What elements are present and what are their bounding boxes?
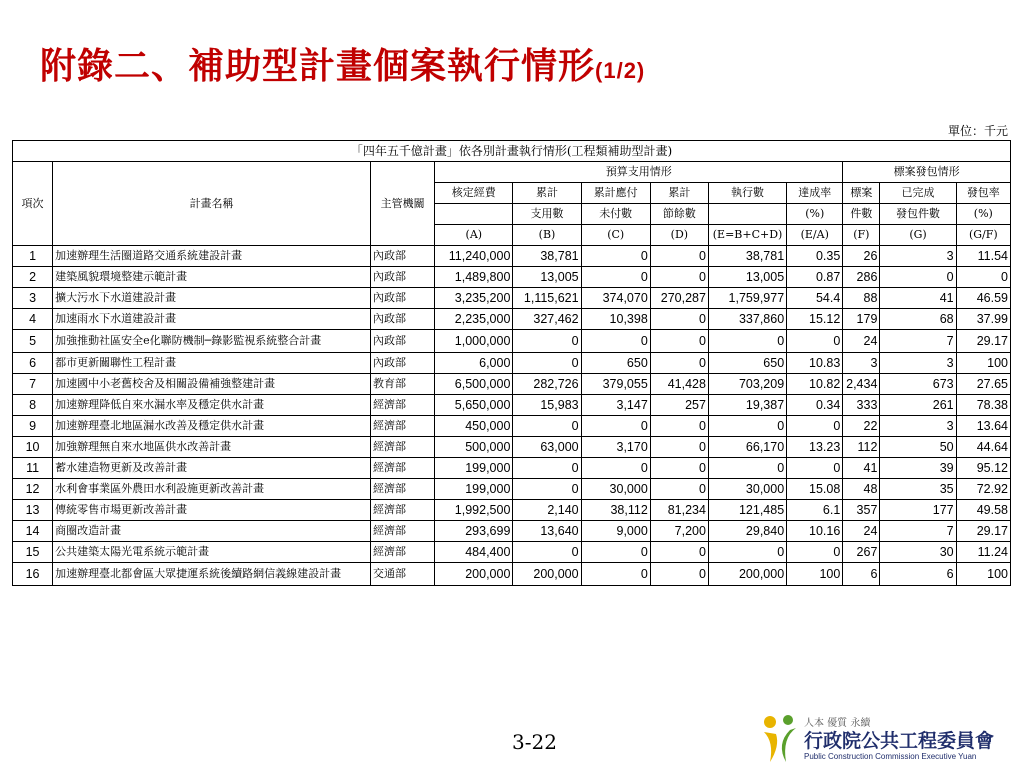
- row-plan-name: 加速辦理降低自來水漏水率及穩定供水計畫: [53, 395, 371, 416]
- row-value-e: 29,840: [708, 521, 786, 542]
- header-approved-3: (A): [435, 225, 513, 246]
- row-index: 5: [13, 330, 53, 353]
- row-value-b: 0: [513, 330, 581, 353]
- row-plan-name: 加強推動社區安全e化聯防機制─錄影監視系統整合計畫: [53, 330, 371, 353]
- row-value-c: 3,147: [581, 395, 650, 416]
- row-value-rate: 54.4: [787, 288, 843, 309]
- row-value-b: 282,726: [513, 374, 581, 395]
- row-value-f: 357: [843, 500, 880, 521]
- row-value-f: 333: [843, 395, 880, 416]
- row-value-a: 450,000: [435, 416, 513, 437]
- row-value-g: 7: [880, 330, 956, 353]
- row-value-e: 650: [708, 353, 786, 374]
- row-value-gf: 49.58: [956, 500, 1010, 521]
- row-agency: 經濟部: [371, 500, 435, 521]
- row-index: 2: [13, 267, 53, 288]
- table-row: [13, 521, 1011, 542]
- row-index: 10: [13, 437, 53, 458]
- row-value-gf: 46.59: [956, 288, 1010, 309]
- row-plan-name: 公共建築太陽光電系統示範計畫: [53, 542, 371, 563]
- row-value-c: 0: [581, 416, 650, 437]
- row-index: 16: [13, 563, 53, 586]
- header-payable-2: 未付數: [581, 204, 650, 225]
- row-plan-name: 建築風貌環境整建示範計畫: [53, 267, 371, 288]
- row-value-c: 0: [581, 330, 650, 353]
- row-value-rate: 6.1: [787, 500, 843, 521]
- row-value-c: 0: [581, 267, 650, 288]
- row-index: 1: [13, 246, 53, 267]
- row-value-a: 293,699: [435, 521, 513, 542]
- header-surplus-2: 節餘數: [650, 204, 708, 225]
- row-plan-name: 加速辦理臺北地區漏水改善及穩定供水計畫: [53, 416, 371, 437]
- row-value-f: 179: [843, 309, 880, 330]
- row-value-rate: 15.12: [787, 309, 843, 330]
- row-value-a: 200,000: [435, 563, 513, 586]
- header-approved-1: 核定經費: [435, 183, 513, 204]
- row-value-a: 6,000: [435, 353, 513, 374]
- table-row: [13, 479, 1011, 500]
- row-value-g: 3: [880, 416, 956, 437]
- table-row: [13, 500, 1011, 521]
- row-value-f: 22: [843, 416, 880, 437]
- row-agency: 教育部: [371, 374, 435, 395]
- row-index: 15: [13, 542, 53, 563]
- row-value-e: 1,759,977: [708, 288, 786, 309]
- row-value-gf: 11.24: [956, 542, 1010, 563]
- row-value-g: 0: [880, 267, 956, 288]
- row-value-b: 0: [513, 416, 581, 437]
- row-value-c: 0: [581, 563, 650, 586]
- row-value-f: 286: [843, 267, 880, 288]
- unit-label: 單位：千元: [947, 124, 1008, 138]
- row-value-b: 0: [513, 479, 581, 500]
- logo-name: 行政院公共工程委員會: [804, 730, 995, 752]
- row-value-g: 3: [880, 246, 956, 267]
- row-value-d: 0: [650, 267, 708, 288]
- header-executed-2: [708, 204, 786, 225]
- row-index: 14: [13, 521, 53, 542]
- table-row: [13, 330, 1011, 353]
- row-value-b: 38,781: [513, 246, 581, 267]
- row-value-e: 66,170: [708, 437, 786, 458]
- pcc-emblem-icon: [760, 712, 800, 764]
- row-value-b: 15,983: [513, 395, 581, 416]
- row-value-g: 6: [880, 563, 956, 586]
- execution-table: [12, 140, 1011, 586]
- logo-english: Public Construction Commission Executive Yuan: [804, 752, 977, 761]
- table-row: [13, 437, 1011, 458]
- row-index: 11: [13, 458, 53, 479]
- row-value-d: 0: [650, 416, 708, 437]
- row-index: 4: [13, 309, 53, 330]
- row-value-e: 0: [708, 458, 786, 479]
- header-idx: 項次: [13, 162, 53, 246]
- row-value-b: 0: [513, 353, 581, 374]
- row-plan-name: 商圈改造計畫: [53, 521, 371, 542]
- row-value-b: 0: [513, 458, 581, 479]
- row-agency: 經濟部: [371, 437, 435, 458]
- row-agency: 內政部: [371, 267, 435, 288]
- header-agency: 主管機關: [371, 162, 435, 246]
- row-value-rate: 0.87: [787, 267, 843, 288]
- row-value-c: 10,398: [581, 309, 650, 330]
- row-value-d: 0: [650, 330, 708, 353]
- row-index: 8: [13, 395, 53, 416]
- row-value-b: 13,005: [513, 267, 581, 288]
- header-name: 計畫名稱: [53, 162, 371, 246]
- row-value-c: 379,055: [581, 374, 650, 395]
- row-agency: 經濟部: [371, 542, 435, 563]
- row-value-e: 0: [708, 416, 786, 437]
- row-value-d: 0: [650, 542, 708, 563]
- row-value-rate: 0: [787, 458, 843, 479]
- row-value-a: 6,500,000: [435, 374, 513, 395]
- row-value-rate: 13.23: [787, 437, 843, 458]
- row-value-d: 41,428: [650, 374, 708, 395]
- row-value-d: 0: [650, 437, 708, 458]
- row-value-e: 19,387: [708, 395, 786, 416]
- table-caption-row: [13, 141, 1011, 162]
- row-plan-name: 蓄水建造物更新及改善計畫: [53, 458, 371, 479]
- row-value-gf: 78.38: [956, 395, 1010, 416]
- row-value-c: 0: [581, 246, 650, 267]
- row-value-rate: 15.08: [787, 479, 843, 500]
- row-index: 3: [13, 288, 53, 309]
- row-agency: 經濟部: [371, 395, 435, 416]
- row-plan-name: 水利會事業區外農田水利設施更新改善計畫: [53, 479, 371, 500]
- row-value-c: 0: [581, 458, 650, 479]
- row-agency: 經濟部: [371, 479, 435, 500]
- row-value-d: 0: [650, 479, 708, 500]
- header-bid-group: 標案發包情形: [843, 162, 1011, 183]
- row-value-e: 0: [708, 330, 786, 353]
- header-spent-2: 支用數: [513, 204, 581, 225]
- header-executed-1: 執行數: [708, 183, 786, 204]
- row-value-gf: 37.99: [956, 309, 1010, 330]
- row-value-rate: 10.16: [787, 521, 843, 542]
- row-value-gf: 72.92: [956, 479, 1010, 500]
- header-bidrate-2: (%): [956, 204, 1010, 225]
- row-value-b: 200,000: [513, 563, 581, 586]
- row-value-gf: 29.17: [956, 521, 1010, 542]
- pcc-logo: [760, 712, 1020, 766]
- row-value-gf: 44.64: [956, 437, 1010, 458]
- row-value-a: 1,489,800: [435, 267, 513, 288]
- row-value-c: 3,170: [581, 437, 650, 458]
- row-value-g: 50: [880, 437, 956, 458]
- header-done-1: 已完成: [880, 183, 956, 204]
- row-value-f: 26: [843, 246, 880, 267]
- row-plan-name: 都市更新關聯性工程計畫: [53, 353, 371, 374]
- header-spent-3: (B): [513, 225, 581, 246]
- row-value-d: 0: [650, 309, 708, 330]
- table-row: [13, 267, 1011, 288]
- row-value-a: 500,000: [435, 437, 513, 458]
- header-bids-3: (F): [843, 225, 880, 246]
- row-value-e: 200,000: [708, 563, 786, 586]
- header-bidrate-1: 發包率: [956, 183, 1010, 204]
- header-bidrate-3: (G/F): [956, 225, 1010, 246]
- row-value-gf: 29.17: [956, 330, 1010, 353]
- row-agency: 經濟部: [371, 416, 435, 437]
- row-index: 7: [13, 374, 53, 395]
- row-index: 6: [13, 353, 53, 374]
- row-value-d: 257: [650, 395, 708, 416]
- header-done-3: (G): [880, 225, 956, 246]
- row-value-rate: 10.83: [787, 353, 843, 374]
- table-row: [13, 542, 1011, 563]
- row-plan-name: 加速雨水下水道建設計畫: [53, 309, 371, 330]
- row-value-f: 267: [843, 542, 880, 563]
- row-value-g: 39: [880, 458, 956, 479]
- row-plan-name: 加強辦理無自來水地區供水改善計畫: [53, 437, 371, 458]
- row-agency: 經濟部: [371, 458, 435, 479]
- row-agency: 內政部: [371, 330, 435, 353]
- row-value-g: 35: [880, 479, 956, 500]
- row-plan-name: 加速辦理生活圈道路交通系統建設計畫: [53, 246, 371, 267]
- row-value-f: 24: [843, 521, 880, 542]
- row-value-f: 6: [843, 563, 880, 586]
- row-value-g: 3: [880, 353, 956, 374]
- row-value-c: 0: [581, 542, 650, 563]
- row-value-f: 88: [843, 288, 880, 309]
- row-agency: 內政部: [371, 309, 435, 330]
- table-caption: 「四年五千億計畫」依各別計畫執行情形(工程類補助型計畫): [13, 141, 1011, 162]
- row-value-c: 38,112: [581, 500, 650, 521]
- row-value-f: 24: [843, 330, 880, 353]
- row-value-a: 2,235,000: [435, 309, 513, 330]
- row-value-g: 177: [880, 500, 956, 521]
- table-row: [13, 374, 1011, 395]
- page-number: 3-22: [512, 730, 557, 754]
- row-value-a: 1,992,500: [435, 500, 513, 521]
- row-plan-name: 加速國中小老舊校舍及相關設備補強整建計畫: [53, 374, 371, 395]
- row-agency: 經濟部: [371, 521, 435, 542]
- row-value-c: 30,000: [581, 479, 650, 500]
- row-value-g: 673: [880, 374, 956, 395]
- row-value-d: 0: [650, 353, 708, 374]
- row-agency: 內政部: [371, 288, 435, 309]
- row-value-e: 38,781: [708, 246, 786, 267]
- row-value-d: 7,200: [650, 521, 708, 542]
- row-value-d: 81,234: [650, 500, 708, 521]
- row-value-b: 327,462: [513, 309, 581, 330]
- row-value-a: 1,000,000: [435, 330, 513, 353]
- row-value-f: 41: [843, 458, 880, 479]
- table-row: [13, 563, 1011, 586]
- header-executed-3: (E=B+C+D): [708, 225, 786, 246]
- title-suffix: (1/2): [595, 58, 646, 83]
- row-value-e: 30,000: [708, 479, 786, 500]
- header-rate-2: (%): [787, 204, 843, 225]
- row-agency: 內政部: [371, 246, 435, 267]
- row-index: 13: [13, 500, 53, 521]
- row-value-d: 0: [650, 563, 708, 586]
- header-approved-2: [435, 204, 513, 225]
- row-value-rate: 10.82: [787, 374, 843, 395]
- row-value-rate: 0: [787, 542, 843, 563]
- row-value-rate: 0: [787, 416, 843, 437]
- table-row: [13, 309, 1011, 330]
- row-plan-name: 擴大污水下水道建設計畫: [53, 288, 371, 309]
- header-payable-3: (C): [581, 225, 650, 246]
- table-row: [13, 246, 1011, 267]
- table-row: [13, 395, 1011, 416]
- row-value-b: 13,640: [513, 521, 581, 542]
- header-budget-group: 預算支用情形: [435, 162, 843, 183]
- row-value-c: 9,000: [581, 521, 650, 542]
- header-group-row: [13, 162, 1011, 183]
- row-value-g: 261: [880, 395, 956, 416]
- row-value-gf: 13.64: [956, 416, 1010, 437]
- row-value-f: 2,434: [843, 374, 880, 395]
- row-index: 12: [13, 479, 53, 500]
- row-value-d: 0: [650, 246, 708, 267]
- row-value-rate: 0.35: [787, 246, 843, 267]
- header-payable-1: 累計應付: [581, 183, 650, 204]
- table-row: [13, 458, 1011, 479]
- row-value-f: 112: [843, 437, 880, 458]
- row-value-a: 11,240,000: [435, 246, 513, 267]
- row-plan-name: 傳統零售市場更新改善計畫: [53, 500, 371, 521]
- row-value-gf: 0: [956, 267, 1010, 288]
- header-surplus-3: (D): [650, 225, 708, 246]
- row-value-d: 0: [650, 458, 708, 479]
- row-value-e: 337,860: [708, 309, 786, 330]
- row-value-e: 121,485: [708, 500, 786, 521]
- row-value-b: 2,140: [513, 500, 581, 521]
- header-rate-3: (E/A): [787, 225, 843, 246]
- row-value-rate: 0: [787, 330, 843, 353]
- header-surplus-1: 累計: [650, 183, 708, 204]
- row-value-c: 374,070: [581, 288, 650, 309]
- title-main: 附錄二、補助型計畫個案執行情形: [40, 45, 596, 87]
- row-value-gf: 100: [956, 353, 1010, 374]
- header-bids-1: 標案: [843, 183, 880, 204]
- row-value-gf: 100: [956, 563, 1010, 586]
- table-row: [13, 353, 1011, 374]
- header-rate-1: 達成率: [787, 183, 843, 204]
- header-spent-1: 累計: [513, 183, 581, 204]
- row-value-g: 30: [880, 542, 956, 563]
- row-value-rate: 0.34: [787, 395, 843, 416]
- logo-slogan: 人本 優質 永續: [804, 718, 871, 729]
- table-row: [13, 288, 1011, 309]
- row-value-b: 1,115,621: [513, 288, 581, 309]
- page-title: [40, 38, 645, 89]
- row-agency: 交通部: [371, 563, 435, 586]
- row-value-f: 48: [843, 479, 880, 500]
- header-done-2: 發包件數: [880, 204, 956, 225]
- row-value-g: 7: [880, 521, 956, 542]
- row-plan-name: 加速辦理臺北都會區大眾捷運系統後續路網信義線建設計畫: [53, 563, 371, 586]
- row-value-g: 68: [880, 309, 956, 330]
- row-value-rate: 100: [787, 563, 843, 586]
- row-value-e: 13,005: [708, 267, 786, 288]
- row-value-gf: 95.12: [956, 458, 1010, 479]
- header-bids-2: 件數: [843, 204, 880, 225]
- row-value-a: 199,000: [435, 458, 513, 479]
- table-row: [13, 416, 1011, 437]
- row-value-a: 3,235,200: [435, 288, 513, 309]
- row-value-b: 63,000: [513, 437, 581, 458]
- row-index: 9: [13, 416, 53, 437]
- row-value-gf: 11.54: [956, 246, 1010, 267]
- row-agency: 內政部: [371, 353, 435, 374]
- row-value-d: 270,287: [650, 288, 708, 309]
- row-value-a: 5,650,000: [435, 395, 513, 416]
- row-value-b: 0: [513, 542, 581, 563]
- row-value-f: 3: [843, 353, 880, 374]
- row-value-a: 199,000: [435, 479, 513, 500]
- row-value-e: 0: [708, 542, 786, 563]
- row-value-a: 484,400: [435, 542, 513, 563]
- row-value-e: 703,209: [708, 374, 786, 395]
- row-value-gf: 27.65: [956, 374, 1010, 395]
- row-value-g: 41: [880, 288, 956, 309]
- row-value-c: 650: [581, 353, 650, 374]
